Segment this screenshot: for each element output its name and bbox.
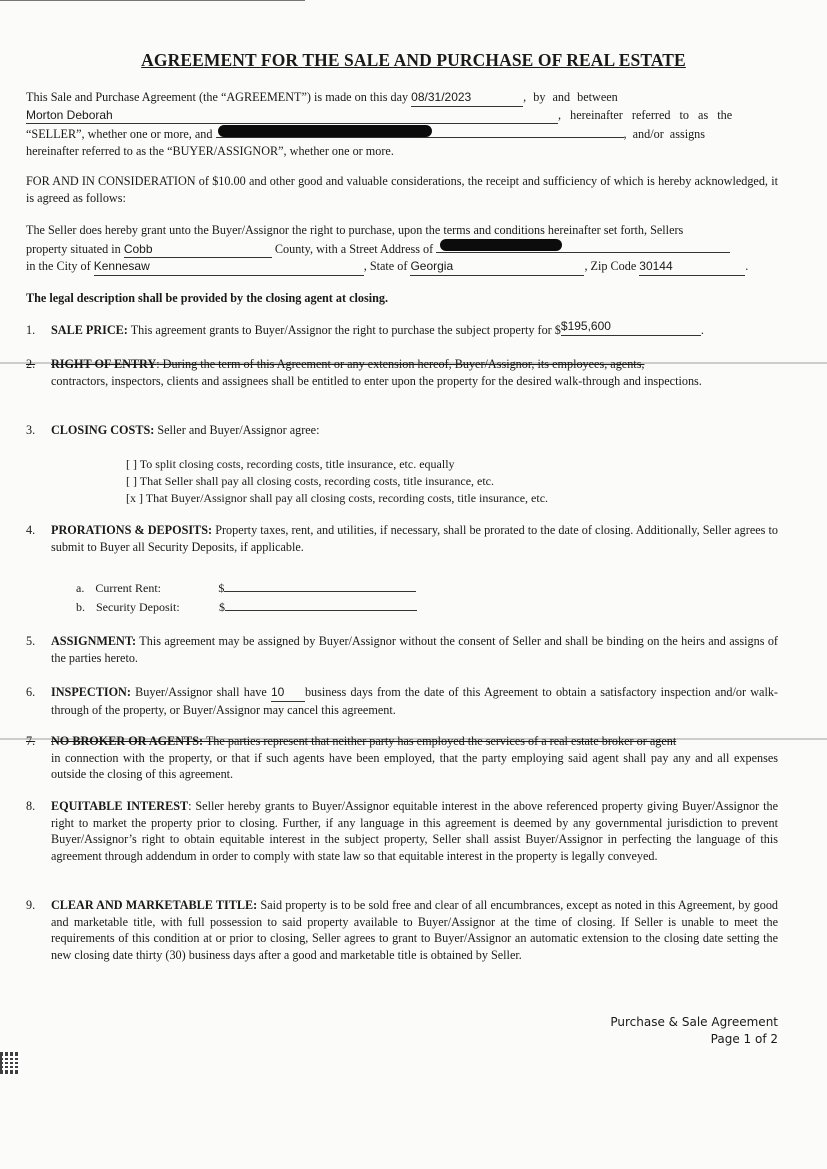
- intro-text: hereinafter referred to as the “BUYER/ASSIGNOR”, whether one or more.: [26, 143, 394, 158]
- section-heading: CLEAR AND MARKETABLE TITLE:: [51, 898, 258, 912]
- section-text: contractors, inspectors, clients and assignees shall be entitled to enter upon the property for the desired walk-through and inspections.: [51, 373, 702, 388]
- redaction-mark: [440, 239, 562, 251]
- section-number: 5.: [26, 634, 36, 648]
- closing-cost-option-buyer[interactable]: [x ] That Buyer/Assignor shall pay all closing costs, recording costs, title insurance, etc.: [126, 491, 549, 505]
- section-number: 4.: [26, 523, 36, 537]
- section-number: 2.: [26, 357, 36, 371]
- section-text: business days from the date of this Agreement to obtain a satisfactory inspection and/or walk-through of the property, or Buyer/Assignor may cancel this agreement.: [51, 685, 778, 717]
- buyer-name-field[interactable]: [216, 124, 624, 138]
- property-text: , State of: [363, 259, 408, 273]
- section-text: :: [156, 357, 160, 371]
- current-rent-row: [76, 579, 416, 597]
- section-number: 1.: [26, 323, 36, 337]
- section-text: Property taxes, rent, and utilities, if necessary, shall be prorated to the date of closing. Additionally, Seller agrees to submit to Buyer all Security Deposits, if applicable.: [51, 523, 778, 554]
- section-number: 7.: [26, 734, 36, 748]
- current-rent-label: Current Rent:: [95, 581, 161, 595]
- section-text: Seller and Buyer/Assignor agree:: [154, 423, 320, 437]
- section-text: During the term of this Agreement or any extension hereof, Buyer/Assignor, its employees, agents,: [159, 357, 645, 371]
- section-closing-costs: [26, 422, 778, 439]
- property-text: County, with a Street Address of: [274, 241, 434, 256]
- intro-text: “SELLER”, whether one or more, and: [26, 127, 213, 141]
- property-text: , Zip Code: [584, 259, 637, 273]
- section-heading: RIGHT OF ENTRY: [51, 357, 157, 371]
- footer-document-name: Purchase & Sale Agreement: [610, 1015, 778, 1029]
- section-heading: PRORATIONS & DEPOSITS:: [51, 523, 213, 537]
- agreement-date-field[interactable]: 08/31/2023: [411, 89, 523, 107]
- section-number: 3.: [26, 423, 36, 437]
- section-text: .: [700, 323, 704, 337]
- county-field[interactable]: Cobb: [124, 241, 272, 259]
- section-equitable-interest: [26, 798, 778, 864]
- section-text: Said property is to be sold free and clear of all encumbrances, except as noted in this Agreement, by good and marketable title, with full possession to said property available to Buyer/Assignor at the time of closing. If Seller is unable to meet the requirements of this condition at or prior to closing, Seller agrees to grant to Buyer/Assignor an automatic extension to the closing date setting the new closing date thirty (30) business days after a good and marketable title is obtained by Seller.: [51, 898, 779, 962]
- section-number: 6.: [26, 685, 36, 699]
- section-prorations-deposits: [26, 522, 778, 555]
- section-no-broker: [26, 733, 778, 783]
- section-heading: ASSIGNMENT:: [51, 634, 137, 648]
- document-title: AGREEMENT FOR THE SALE AND PURCHASE OF REAL ESTATE: [141, 50, 686, 70]
- footer-page-number: Page 1 of 2: [710, 1032, 778, 1046]
- intro-paragraph: [26, 89, 778, 159]
- section-text: This agreement may be assigned by Buyer/Assignor without the consent of Seller and shall be binding on the heirs and assigns of the parties hereto.: [51, 634, 778, 665]
- section-heading: EQUITABLE INTEREST: [51, 799, 189, 813]
- section-clear-title: [26, 897, 778, 963]
- list-letter: a.: [76, 581, 85, 595]
- intro-text: , hereinafter referred to as the: [558, 107, 733, 122]
- intro-text: This Sale and Purchase Agreement (the “AGREEMENT”) is made on this day: [26, 90, 409, 104]
- barcode-pattern: [2, 1054, 18, 1072]
- section-text: The parties represent that neither party has employed the services of a real estate broker or agent: [203, 734, 677, 748]
- section-assignment: [26, 633, 778, 666]
- list-letter: b.: [76, 600, 85, 614]
- security-deposit-label: Security Deposit:: [96, 600, 180, 614]
- section-heading: CLOSING COSTS:: [51, 423, 155, 437]
- section-text: This agreement grants to Buyer/Assignor the right to purchase the subject property for $: [127, 323, 561, 337]
- property-text: property situated in: [26, 241, 121, 256]
- closing-cost-option-split[interactable]: [ ] To split closing costs, recording costs, title insurance, etc. equally: [126, 457, 455, 471]
- section-heading: INSPECTION:: [51, 685, 131, 699]
- section-text: in connection with the property, or that if such agents have been employed, that the party employing said agent shall pay any and all expenses outside the closing of this agreement.: [51, 750, 778, 781]
- dollar-sign: $: [218, 581, 225, 595]
- section-number: 8.: [26, 799, 36, 813]
- legal-description-note: The legal description shall be provided by the closing agent at closing.: [26, 291, 389, 305]
- property-text: The Seller does hereby grant unto the Buyer/Assignor the right to purchase, upon the terms and conditions hereinafter set forth, Sellers: [26, 223, 684, 237]
- intro-text: , by and between: [523, 90, 618, 104]
- property-paragraph: [26, 222, 778, 276]
- security-deposit-row: [76, 598, 417, 616]
- property-text: .: [745, 259, 749, 273]
- section-heading: NO BROKER OR AGENTS:: [51, 734, 204, 748]
- section-right-of-entry: [26, 356, 778, 389]
- section-text: : Seller hereby grants to Buyer/Assignor equitable interest in the above referenced property giving Buyer/Assignor the right to market the property prior to closing. Further, if any language in this agreement is deemed by any governmental jurisdiction to prevent Buyer/Assignor’s right to obtain equitable interest in the subject property, Seller shall assist Buyer/Assignor in perfecting the language of this agreement through addendum in order to comply with state law so that equitable interest in the property is legally conveyed.: [51, 799, 778, 863]
- zip-field[interactable]: 30144: [639, 258, 745, 276]
- redaction-mark: [218, 125, 432, 137]
- scan-edge-line: [0, 0, 305, 1]
- security-deposit-field[interactable]: [225, 598, 417, 611]
- consideration-paragraph: FOR AND IN CONSIDERATION of $10.00 and other good and valuable considerations, the receipt and sufficiency of which is hereby acknowledged, it is agreed as follows:: [26, 174, 778, 205]
- section-number: 9.: [26, 898, 36, 912]
- dollar-sign: $: [219, 600, 225, 614]
- intro-text: , and/or assigns: [623, 127, 706, 141]
- section-heading: SALE PRICE:: [51, 323, 128, 337]
- current-rent-field[interactable]: [224, 579, 416, 592]
- section-sale-price: [26, 319, 778, 340]
- section-inspection: [26, 684, 778, 718]
- street-address-field[interactable]: [436, 239, 730, 253]
- inspection-days-field[interactable]: 10: [271, 684, 305, 702]
- sale-price-field[interactable]: $195,600: [561, 318, 701, 336]
- section-text: Buyer/Assignor shall have: [130, 685, 267, 699]
- state-field[interactable]: Georgia: [410, 258, 584, 276]
- closing-cost-option-seller[interactable]: [ ] That Seller shall pay all closing costs, recording costs, title insurance, etc.: [126, 474, 495, 488]
- property-text: in the City of: [26, 259, 91, 273]
- seller-name-field[interactable]: Morton Deborah: [26, 107, 558, 125]
- city-field[interactable]: Kennesaw: [94, 258, 364, 276]
